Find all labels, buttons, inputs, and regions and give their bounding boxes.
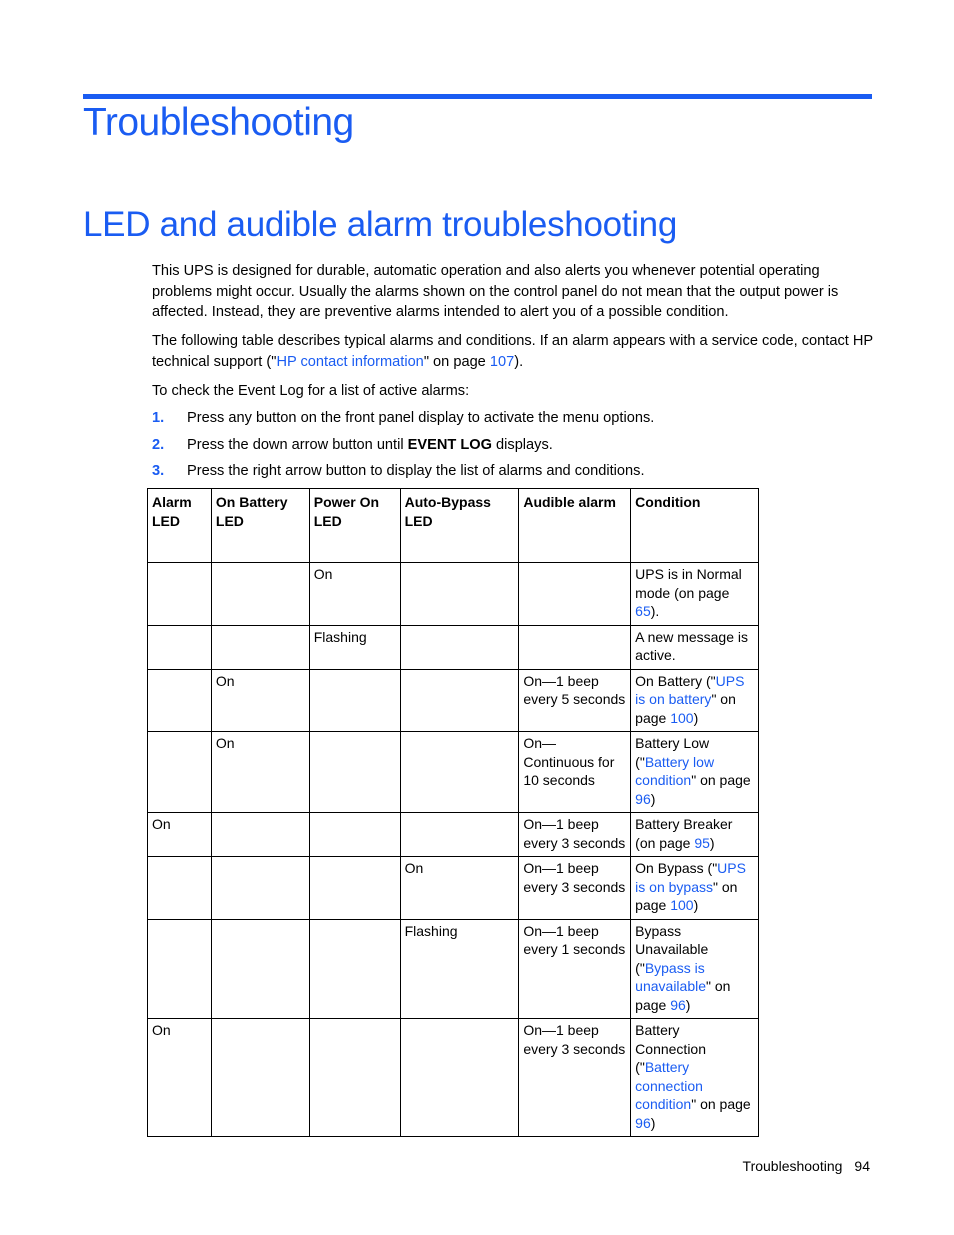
- condition-text: ): [650, 790, 656, 807]
- column-header-line: LED: [152, 512, 180, 529]
- table-cell-alarm-led: On: [148, 1019, 212, 1137]
- hp-contact-link[interactable]: HP contact information: [276, 353, 424, 370]
- table-cell-condition: [631, 919, 759, 1019]
- column-header-line: Power On: [313, 494, 380, 510]
- table-cell-auto-bypass-led: [400, 669, 519, 732]
- step-text-part: Press the right arrow button to display the list of alarms and conditions.: [187, 463, 645, 479]
- step-item: [152, 461, 876, 488]
- cross-reference-link[interactable]: Bypass is unavailable: [635, 959, 707, 994]
- condition-text: ): [693, 709, 699, 726]
- table-cell-auto-bypass-led: [400, 732, 519, 813]
- step-text-part: displays.: [491, 436, 553, 453]
- table-cell-condition: [631, 1019, 759, 1137]
- column-header-auto-bypass-led: [400, 489, 519, 563]
- table-cell-on-battery-led: [211, 919, 309, 1019]
- cross-reference-link[interactable]: UPS is on battery: [635, 672, 745, 707]
- table-intro-paragraph: [152, 331, 876, 372]
- condition-text: ): [709, 834, 715, 851]
- table-cell-condition: [631, 857, 759, 920]
- cross-reference-link[interactable]: 100: [670, 709, 694, 726]
- condition-text: Battery Breaker (on page: [635, 816, 733, 851]
- table-cell-power-on-led: [309, 919, 400, 1019]
- table-cell-power-on-led: [309, 732, 400, 813]
- table-cell-alarm-led: [148, 919, 212, 1019]
- step-text: [187, 461, 645, 481]
- table-cell-audible-alarm: On—1 beep every 3 seconds: [519, 813, 631, 857]
- table-cell-auto-bypass-led: On: [400, 857, 519, 920]
- cross-reference-link[interactable]: 65: [635, 603, 651, 619]
- steps-list: [152, 408, 876, 488]
- chapter-title: Troubleshooting: [83, 101, 354, 144]
- cross-reference-link[interactable]: 96: [670, 996, 686, 1013]
- table-cell-on-battery-led: On: [211, 669, 309, 732]
- column-header-line: Audible alarm: [523, 494, 616, 510]
- column-header-power-on-led: [309, 489, 400, 563]
- para2-after: ).: [514, 353, 524, 370]
- condition-text: " on page: [691, 1096, 751, 1112]
- table-row: [148, 563, 759, 626]
- condition-text: " on page: [635, 978, 731, 1013]
- para2-before: The following table describes typical alarms and conditions. If an alarm appears with a service code, contact HP technical support (": [152, 333, 873, 370]
- page-107-link[interactable]: 107: [489, 353, 515, 370]
- table-cell-audible-alarm: [519, 625, 631, 669]
- table-cell-condition: [631, 813, 759, 857]
- step-text-part: Press any button on the front panel display to activate the menu options.: [187, 410, 655, 426]
- condition-text: A new message is active.: [635, 628, 749, 663]
- table-cell-auto-bypass-led: [400, 813, 519, 857]
- table-cell-condition: [631, 625, 759, 669]
- page-footer: [731, 1158, 870, 1174]
- event-log-paragraph: To check the Event Log for a list of active alarms:: [152, 383, 470, 399]
- event-log-keyword: EVENT LOG: [407, 436, 492, 453]
- table-cell-power-on-led: Flashing: [309, 625, 400, 669]
- table-header-row: [148, 489, 759, 563]
- column-header-line: On Battery: [215, 494, 288, 510]
- condition-text: ).: [650, 603, 660, 619]
- table-cell-alarm-led: On: [148, 813, 212, 857]
- table-cell-auto-bypass-led: [400, 1019, 519, 1137]
- table-cell-audible-alarm: On—1 beep every 3 seconds: [519, 1019, 631, 1137]
- cross-reference-link[interactable]: 95: [694, 834, 710, 851]
- column-header-on-battery-led: [211, 489, 309, 563]
- table-cell-audible-alarm: On—1 beep every 5 seconds: [519, 669, 631, 732]
- table-cell-power-on-led: [309, 1019, 400, 1137]
- step-text: [187, 435, 553, 455]
- table-cell-on-battery-led: [211, 563, 309, 626]
- table-cell-power-on-led: [309, 669, 400, 732]
- condition-text: ): [693, 897, 699, 913]
- step-item: [152, 408, 876, 435]
- table-cell-condition: [631, 732, 759, 813]
- table-cell-on-battery-led: [211, 857, 309, 920]
- intro-paragraph: This UPS is designed for durable, automatic operation and also alerts you whenever potential operating problems might occur. Usually the alarms shown on the control panel do not mean that the output power is affected. Instead, they are preventive alarms intended to alert you of a possible condition.: [152, 263, 839, 320]
- step-number: 1.: [152, 410, 165, 426]
- step-text: [187, 408, 654, 428]
- step-number: 3.: [152, 463, 165, 479]
- condition-text: Bypass Unavailable (": [635, 922, 709, 976]
- column-header-line: LED: [404, 512, 433, 529]
- table-row: [148, 732, 759, 813]
- column-header-line: Alarm: [152, 494, 192, 510]
- table-row: [148, 1019, 759, 1137]
- condition-text: On Battery (": [635, 672, 716, 689]
- cross-reference-link[interactable]: Battery low condition: [635, 753, 715, 788]
- column-header-line: Condition: [635, 494, 701, 510]
- column-header-line: Auto-Bypass: [404, 494, 491, 510]
- step-text-part: Press the down arrow button until: [187, 436, 408, 453]
- chapter-rule: [83, 94, 872, 99]
- cross-reference-link[interactable]: 96: [635, 1114, 651, 1131]
- table-cell-condition: [631, 669, 759, 732]
- footer-label: Troubleshooting: [742, 1158, 843, 1174]
- table-cell-alarm-led: [148, 625, 212, 669]
- step-number: 2.: [152, 436, 165, 453]
- table-row: [148, 857, 759, 920]
- table-row: [148, 813, 759, 857]
- table-cell-auto-bypass-led: [400, 563, 519, 626]
- condition-text: UPS is in Normal mode (on page: [635, 566, 742, 601]
- condition-text: ): [685, 996, 691, 1013]
- condition-text: " on page: [635, 691, 736, 726]
- table-cell-alarm-led: [148, 732, 212, 813]
- cross-reference-link[interactable]: 100: [670, 897, 694, 913]
- cross-reference-link[interactable]: UPS is on bypass: [635, 860, 746, 895]
- table-cell-alarm-led: [148, 563, 212, 626]
- section-title: LED and audible alarm troubleshooting: [83, 205, 678, 244]
- table-cell-audible-alarm: On—Continuous for 10 seconds: [519, 732, 631, 813]
- table-cell-power-on-led: [309, 857, 400, 920]
- column-header-audible-alarm: [519, 489, 631, 563]
- table-cell-on-battery-led: On: [211, 732, 309, 813]
- table-cell-power-on-led: On: [309, 563, 400, 626]
- table-cell-auto-bypass-led: [400, 625, 519, 669]
- page-number: 94: [854, 1158, 870, 1174]
- table-row: [148, 625, 759, 669]
- condition-text: On Bypass (": [635, 860, 718, 876]
- table-cell-audible-alarm: On—1 beep every 3 seconds: [519, 857, 631, 920]
- table-cell-power-on-led: [309, 813, 400, 857]
- para2-middle: " on page: [423, 353, 490, 370]
- table-body: [148, 563, 759, 1137]
- table-cell-on-battery-led: [211, 625, 309, 669]
- table-cell-condition: [631, 563, 759, 626]
- column-header-line: LED: [313, 512, 342, 529]
- column-header-alarm-led: [148, 489, 212, 563]
- condition-text: " on page: [635, 878, 738, 913]
- table-cell-alarm-led: [148, 857, 212, 920]
- table-cell-alarm-led: [148, 669, 212, 732]
- cross-reference-link[interactable]: Battery connection condition: [635, 1059, 703, 1112]
- table-cell-audible-alarm: [519, 563, 631, 626]
- alarm-table: [147, 488, 759, 1137]
- condition-text: Battery Connection (": [635, 1022, 706, 1075]
- table-row: [148, 669, 759, 732]
- column-header-condition: [631, 489, 759, 563]
- step-item: [152, 435, 876, 462]
- table-cell-on-battery-led: [211, 813, 309, 857]
- table-cell-auto-bypass-led: Flashing: [400, 919, 519, 1019]
- table-row: [148, 919, 759, 1019]
- condition-text: Battery Low (": [635, 735, 710, 770]
- cross-reference-link[interactable]: 96: [635, 790, 651, 807]
- condition-text: " on page: [691, 772, 751, 788]
- table-cell-on-battery-led: [211, 1019, 309, 1137]
- condition-text: ): [650, 1114, 656, 1131]
- column-header-line: LED: [215, 512, 244, 529]
- table-cell-audible-alarm: On—1 beep every 1 seconds: [519, 919, 631, 1019]
